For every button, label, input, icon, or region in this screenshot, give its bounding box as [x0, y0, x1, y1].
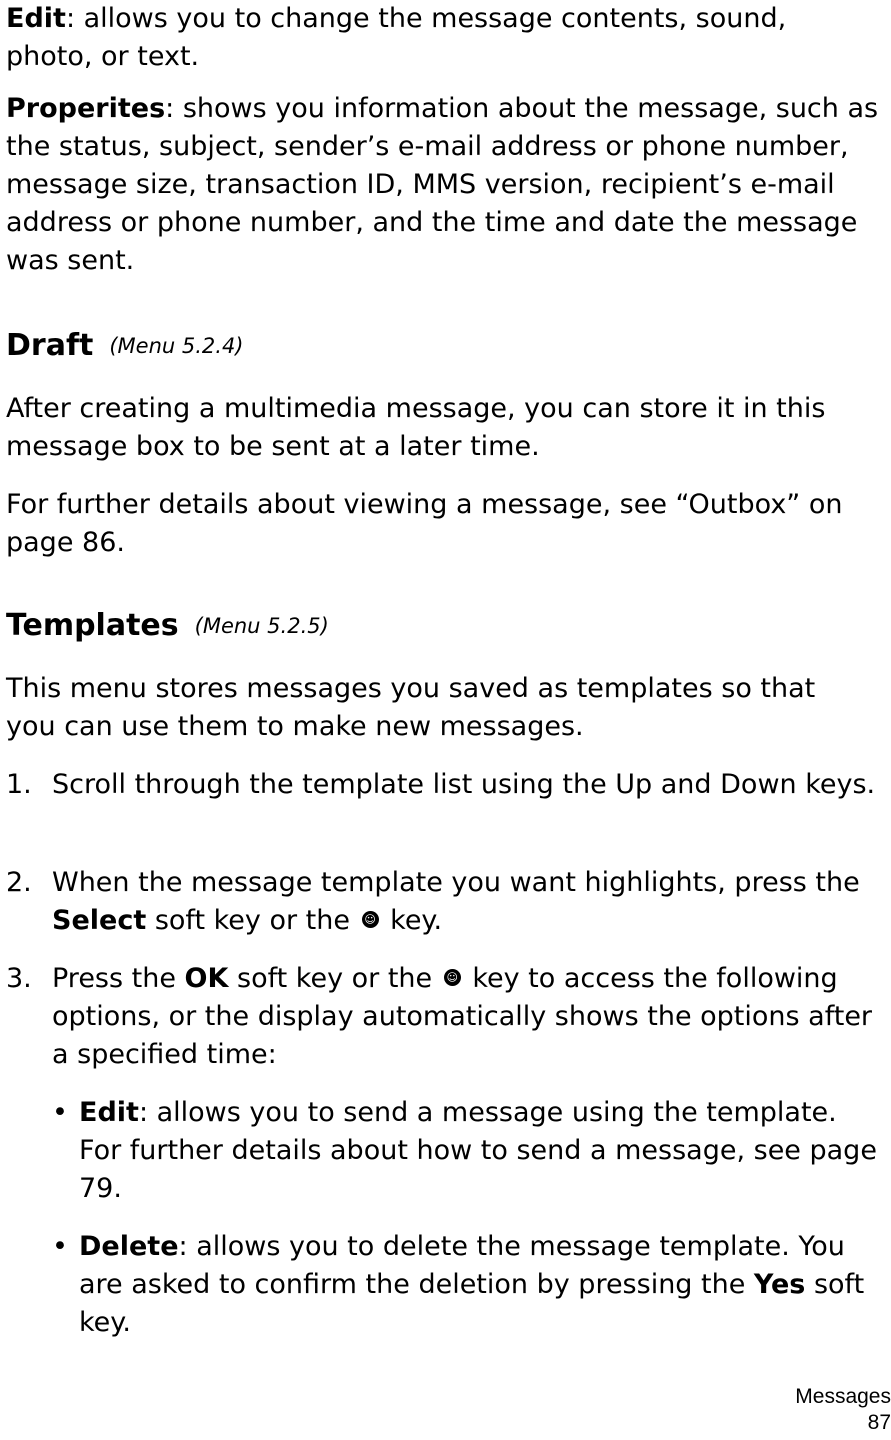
- draft-paragraph: After creating a multimedia message, you can store it in this message box to be sent at a later time.: [6, 393, 826, 462]
- ok-key-icon: ☺: [362, 911, 379, 928]
- bullet-dot-icon: •: [52, 1097, 68, 1128]
- edit-term: Edit: [6, 3, 66, 34]
- step-number: 3.: [6, 963, 32, 994]
- properties-description: [6, 90, 881, 280]
- bullet-description: soft key.: [79, 1269, 865, 1338]
- step-text: Scroll through the template list using the Up and Down keys.: [52, 769, 876, 800]
- step-text-part: soft key or the: [228, 963, 441, 994]
- draft-title: Draft: [6, 328, 94, 363]
- draft-heading: [6, 328, 244, 366]
- bullet-text: [79, 1228, 886, 1342]
- footer-section: Messages: [795, 1385, 891, 1408]
- step-2: [6, 864, 886, 940]
- yes-key-label: Yes: [753, 1269, 806, 1300]
- properties-term: Properites: [6, 93, 166, 124]
- templates-title: Templates: [6, 608, 179, 643]
- bullet-text: [79, 1094, 886, 1208]
- bullet-delete: [52, 1228, 886, 1342]
- step-text-part: When the message template you want highlights, press the: [52, 867, 860, 898]
- templates-menu-ref: (Menu 5.2.5): [194, 614, 329, 638]
- properties-text: : shows you information about the message, such as the status, subject, sender’s e-mail address or phone number, message size, transaction ID, MMS version, recipient’s e-mail address or phone number, and the time and date the message was sent.: [6, 93, 879, 276]
- edit-description: [6, 0, 876, 76]
- page-footer: [691, 1384, 891, 1436]
- step-text-part: key.: [381, 905, 443, 936]
- draft-reference-paragraph: For further details about viewing a message, see “Outbox” on page 86.: [6, 489, 843, 558]
- bullet-description: : allows you to send a message using the template. For further details about how to send a message, see page 79.: [79, 1097, 877, 1204]
- templates-heading: [6, 608, 329, 646]
- bullet-term: Delete: [79, 1231, 179, 1262]
- step-1: [6, 766, 886, 804]
- step-3: [6, 960, 886, 1074]
- ok-key-icon: ☺: [444, 969, 461, 986]
- step-text-part: Press the: [52, 963, 185, 994]
- ok-key-label: OK: [184, 963, 229, 994]
- bullet-description: : allows you to delete the message template. You are asked to confirm the deletion by pressing the: [79, 1231, 845, 1300]
- step-number: 2.: [6, 867, 32, 898]
- step-text: [52, 960, 886, 1074]
- select-key-label: Select: [52, 905, 147, 936]
- templates-intro: This menu stores messages you saved as templates so that you can use them to make new messages.: [6, 673, 816, 742]
- footer-page-number: 87: [867, 1411, 891, 1434]
- step-text-part: soft key or the: [146, 905, 359, 936]
- bullet-dot-icon: •: [52, 1231, 68, 1262]
- edit-text: : allows you to change the message contents, sound, photo, or text.: [6, 3, 787, 72]
- bullet-edit: [52, 1094, 886, 1208]
- step-text: [52, 864, 886, 940]
- bullet-term: Edit: [79, 1097, 139, 1128]
- step-number: 1.: [6, 769, 32, 800]
- draft-menu-ref: (Menu 5.2.4): [109, 334, 244, 358]
- step-text-part: key to access the following options, or the display automatically shows the options after a specified time:: [52, 963, 873, 1070]
